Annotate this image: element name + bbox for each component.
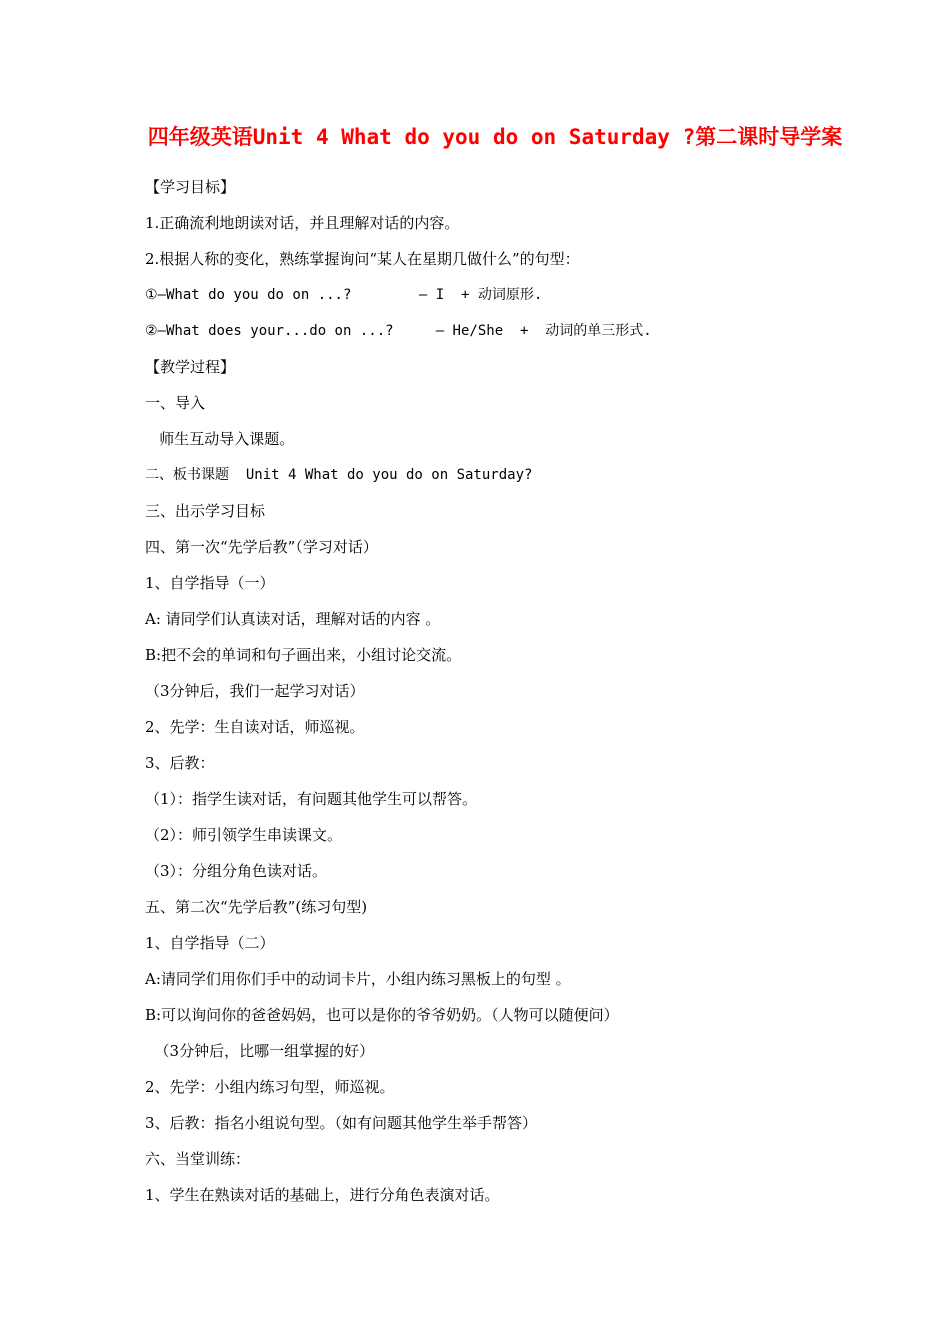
document-title: 四年级英语Unit 4 What do you do on Saturday ?第二课时导学案 xyxy=(147,125,843,149)
step-4-heading: 四、第一次“先学后教”（学习对话） xyxy=(145,538,378,556)
section-heading-objectives: 【学习目标】 xyxy=(145,178,236,196)
document-body xyxy=(145,176,865,1220)
guide-2-item-a: A:请同学们用你们手中的动词卡片，小组内练习黑板上的句型 。 xyxy=(145,970,571,988)
objective-1: 1.正确流利地朗读对话，并且理解对话的内容。 xyxy=(145,214,460,232)
guide-1-note: （3分钟后，我们一起学习对话） xyxy=(145,682,365,700)
step-4-prelearn: 2、先学：生自读对话，师巡视。 xyxy=(145,718,365,736)
guide-2-heading: 1、自学指导（二） xyxy=(145,934,275,952)
step-6-heading: 六、当堂训练： xyxy=(145,1150,251,1168)
guide-1-item-b: B:把不会的单词和句子画出来，小组讨论交流。 xyxy=(145,646,462,664)
step-5-teach: 3、后教：指名小组说句型。（如有问题其他学生举手帮答） xyxy=(145,1114,538,1132)
guide-2-item-b: B:可以询问你的爸爸妈妈，也可以是你的爷爷奶奶。（人物可以随便问） xyxy=(145,1006,619,1024)
teach-item-3: （3）：分组分角色读对话。 xyxy=(145,862,328,880)
guide-1-item-a: A: 请同学们认真读对话，理解对话的内容 。 xyxy=(145,610,441,628)
step-3-heading: 三、出示学习目标 xyxy=(145,502,266,520)
step-4-teach: 3、后教： xyxy=(145,754,215,772)
step-5-heading: 五、第二次“先学后教”(练习句型) xyxy=(145,898,368,916)
step-1-heading: 一、导入 xyxy=(145,394,206,412)
objective-2: 2.根据人称的变化，熟练掌握询问“某人在星期几做什么”的句型： xyxy=(145,250,580,268)
teach-item-2: （2）：师引领学生串读课文。 xyxy=(145,826,343,844)
sentence-pattern-2: ②—What does your...do on ...? — He/She + 动词的单三形式. xyxy=(145,323,652,339)
step-2-heading: 二、板书课题 Unit 4 What do you do on Saturday? xyxy=(145,467,533,483)
section-heading-process: 【教学过程】 xyxy=(145,358,236,376)
step-1-text: 师生互动导入课题。 xyxy=(145,430,295,448)
teach-item-1: （1）：指学生读对话，有问题其他学生可以帮答。 xyxy=(145,790,478,808)
sentence-pattern-1: ①—What do you do on ...? — I + 动词原形. xyxy=(145,287,543,303)
practice-item-1: 1、学生在熟读对话的基础上，进行分角色表演对话。 xyxy=(145,1186,500,1204)
guide-2-note: （3分钟后，比哪一组掌握的好） xyxy=(145,1042,375,1060)
step-5-prelearn: 2、先学：小组内练习句型，师巡视。 xyxy=(145,1078,395,1096)
guide-1-heading: 1、自学指导（一） xyxy=(145,574,275,592)
